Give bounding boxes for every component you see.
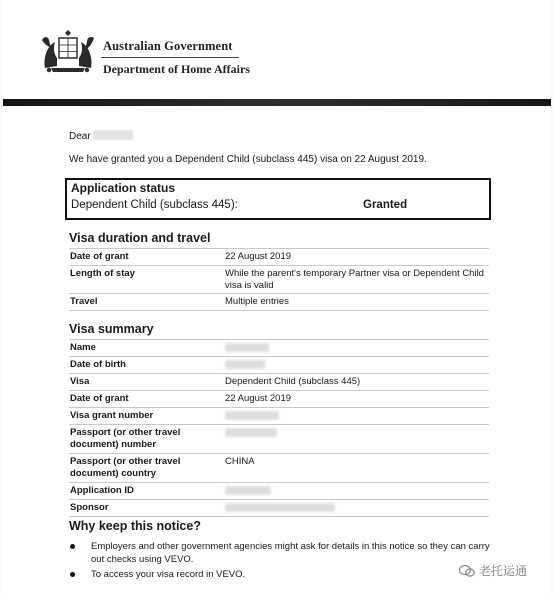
row-label: Sponsor [70,502,109,513]
duration-table [69,248,489,311]
status-visa-type: Dependent Child (subclass 445): [71,199,238,211]
list-item [69,540,499,566]
table-row [69,357,489,374]
table-row [69,294,489,311]
redacted-value [225,486,271,495]
table-row [69,266,489,294]
row-label: Application ID [70,485,134,496]
header-divider [101,57,239,58]
row-label: Passport (or other travel document) country [70,456,181,479]
visa-grant-notice [3,0,551,595]
header-banner [3,99,551,106]
table-row [69,339,489,357]
row-label: Travel [70,296,98,307]
row-value: 22 August 2019 [225,393,292,404]
redacted-value [225,428,277,437]
row-label: Visa grant number [70,410,154,421]
salutation [69,130,133,142]
row-label: Date of grant [70,393,129,404]
table-row [69,374,489,391]
coat-of-arms-icon [39,28,97,74]
table-row [69,500,489,517]
bullet-icon [70,572,75,577]
redacted-value [225,411,279,420]
chat-bubble-icon [459,564,475,578]
bullet-text: To access your visa record in VEVO. [91,569,246,580]
salutation-text: Dear [69,131,91,142]
department-name: Department of Home Affairs [103,62,250,76]
application-status-box [65,178,491,220]
table-row [69,454,489,483]
redacted-value [225,360,265,369]
row-value: While the parent's temporary Partner visa or Dependent Child visa is valid [225,268,484,291]
table-row [69,248,489,266]
watermark [459,562,527,579]
status-granted: Granted [363,199,408,211]
bullet-icon [70,544,75,549]
duration-section-title: Visa duration and travel [69,231,211,245]
row-value: Dependent Child (subclass 445) [225,376,361,387]
redacted-value [225,343,269,352]
bullet-text: Employers and other government agencies might ask for details in this notice so they can carry out checks using VEVO. [91,541,490,565]
table-row [69,483,489,500]
row-label: Visa [70,376,90,387]
summary-table [69,339,489,517]
redacted-value [225,503,335,512]
table-row [69,391,489,408]
table-row [69,425,489,454]
row-value: 22 August 2019 [225,251,292,262]
redacted-name [93,130,133,140]
row-label: Name [70,342,96,353]
watermark-text: 老托运通 [479,564,528,578]
summary-section-title: Visa summary [69,322,154,336]
row-label: Length of stay [70,268,135,279]
row-value: Multiple entries [225,296,289,307]
row-value: CHINA [225,456,255,467]
government-name: Australian Government [103,39,233,53]
status-title: Application status [71,181,176,195]
row-label: Passport (or other travel document) number [70,427,181,450]
row-label: Date of grant [70,251,129,262]
why-keep-title: Why keep this notice? [69,519,201,533]
list-item [69,568,499,581]
table-row [69,408,489,425]
grant-intro: We have granted you a Dependent Child (subclass 445) visa on 22 August 2019. [69,154,427,165]
why-keep-list [69,540,499,583]
row-label: Date of birth [70,359,126,370]
